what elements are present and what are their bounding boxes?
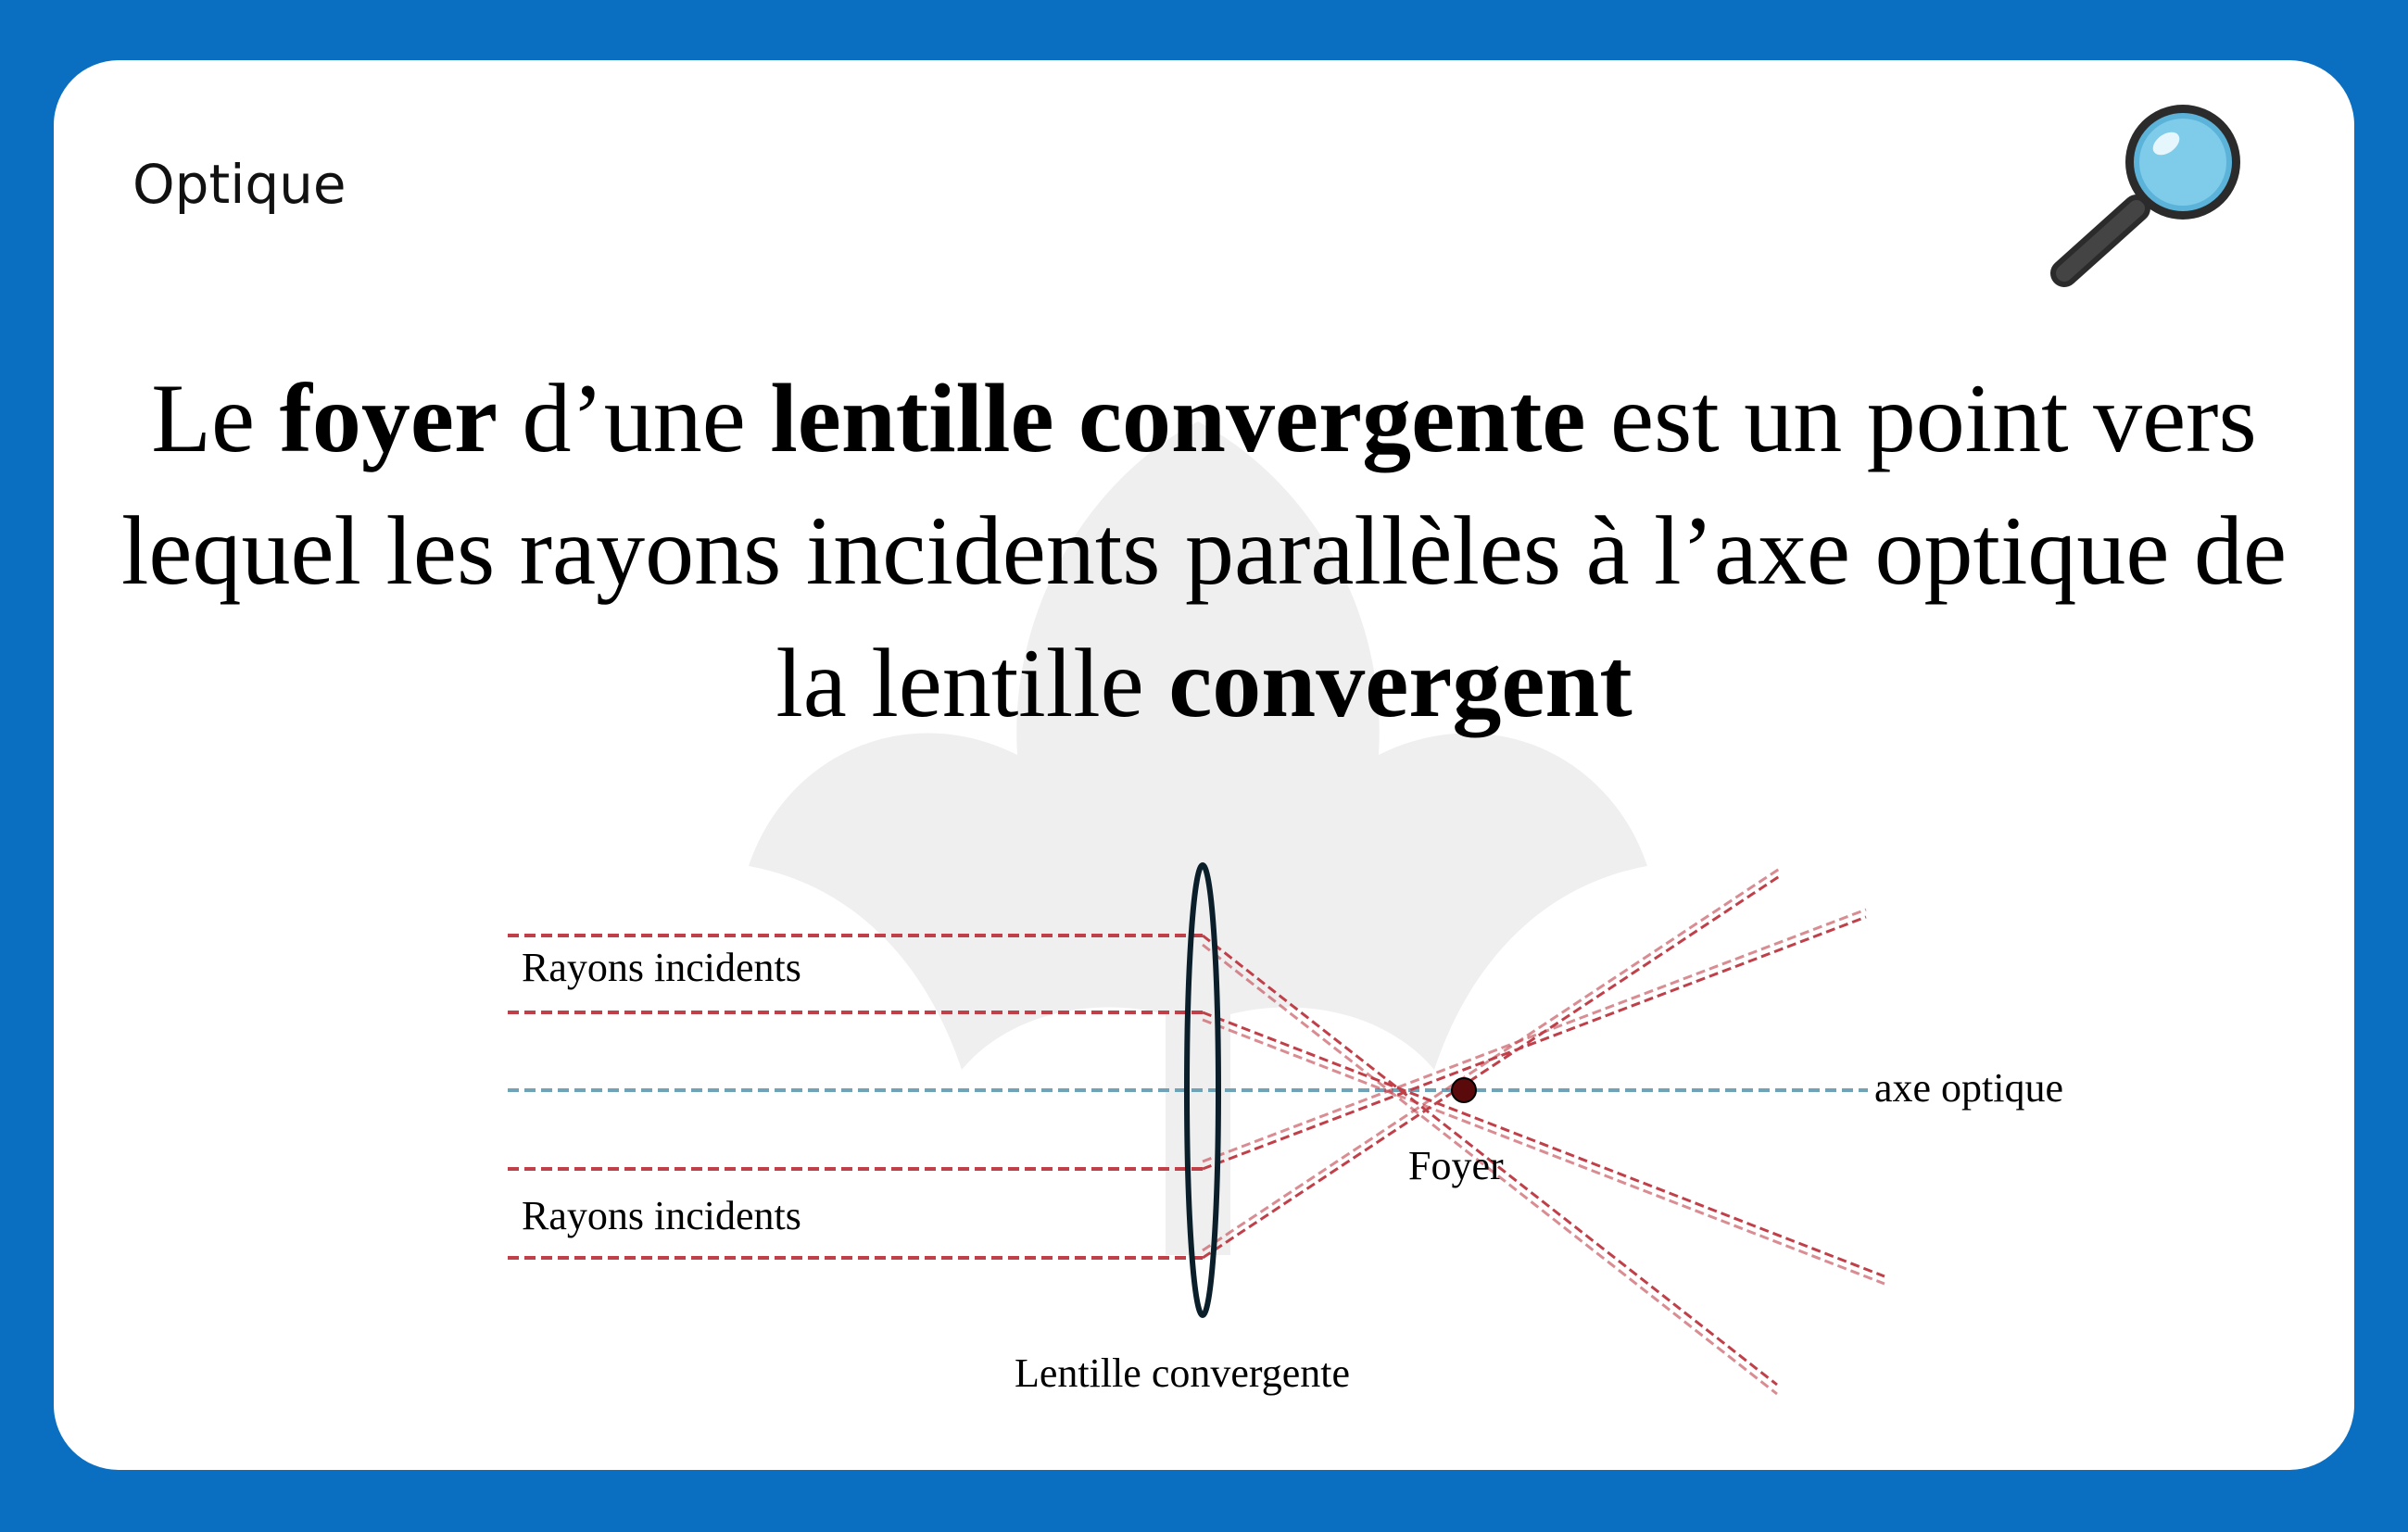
lens-diagram: [54, 60, 2354, 1470]
refracted-ray: [1203, 1020, 1885, 1284]
refracted-ray: [1203, 910, 1866, 1162]
definition-part: d’une: [498, 364, 771, 472]
label-rays-bottom: Rayons incidents: [522, 1193, 801, 1238]
category-label: Optique: [132, 153, 347, 216]
definition-card: [54, 60, 2354, 1470]
label-rays-top: Rayons incidents: [522, 945, 801, 990]
definition-part: Le: [151, 364, 280, 472]
label-optical-axis: axe optique: [1874, 1065, 2064, 1111]
definition-keyword-foyer: foyer: [279, 364, 498, 472]
definition-keyword-convergent: convergent: [1168, 629, 1633, 737]
refracted-ray: [1203, 917, 1866, 1169]
refracted-rays: [1203, 868, 1885, 1394]
refracted-ray: [1203, 1012, 1885, 1276]
refracted-ray: [1203, 875, 1781, 1258]
definition-part: est un point vers lequel les rayons incidents parallèles à l’axe optique de la lentille: [120, 364, 2288, 737]
label-lens: Lentille convergente: [1015, 1350, 1351, 1396]
label-focus: Foyer: [1408, 1143, 1504, 1188]
focus-point: [1452, 1078, 1476, 1102]
definition-keyword-lentille: lentille convergente: [770, 364, 1586, 472]
